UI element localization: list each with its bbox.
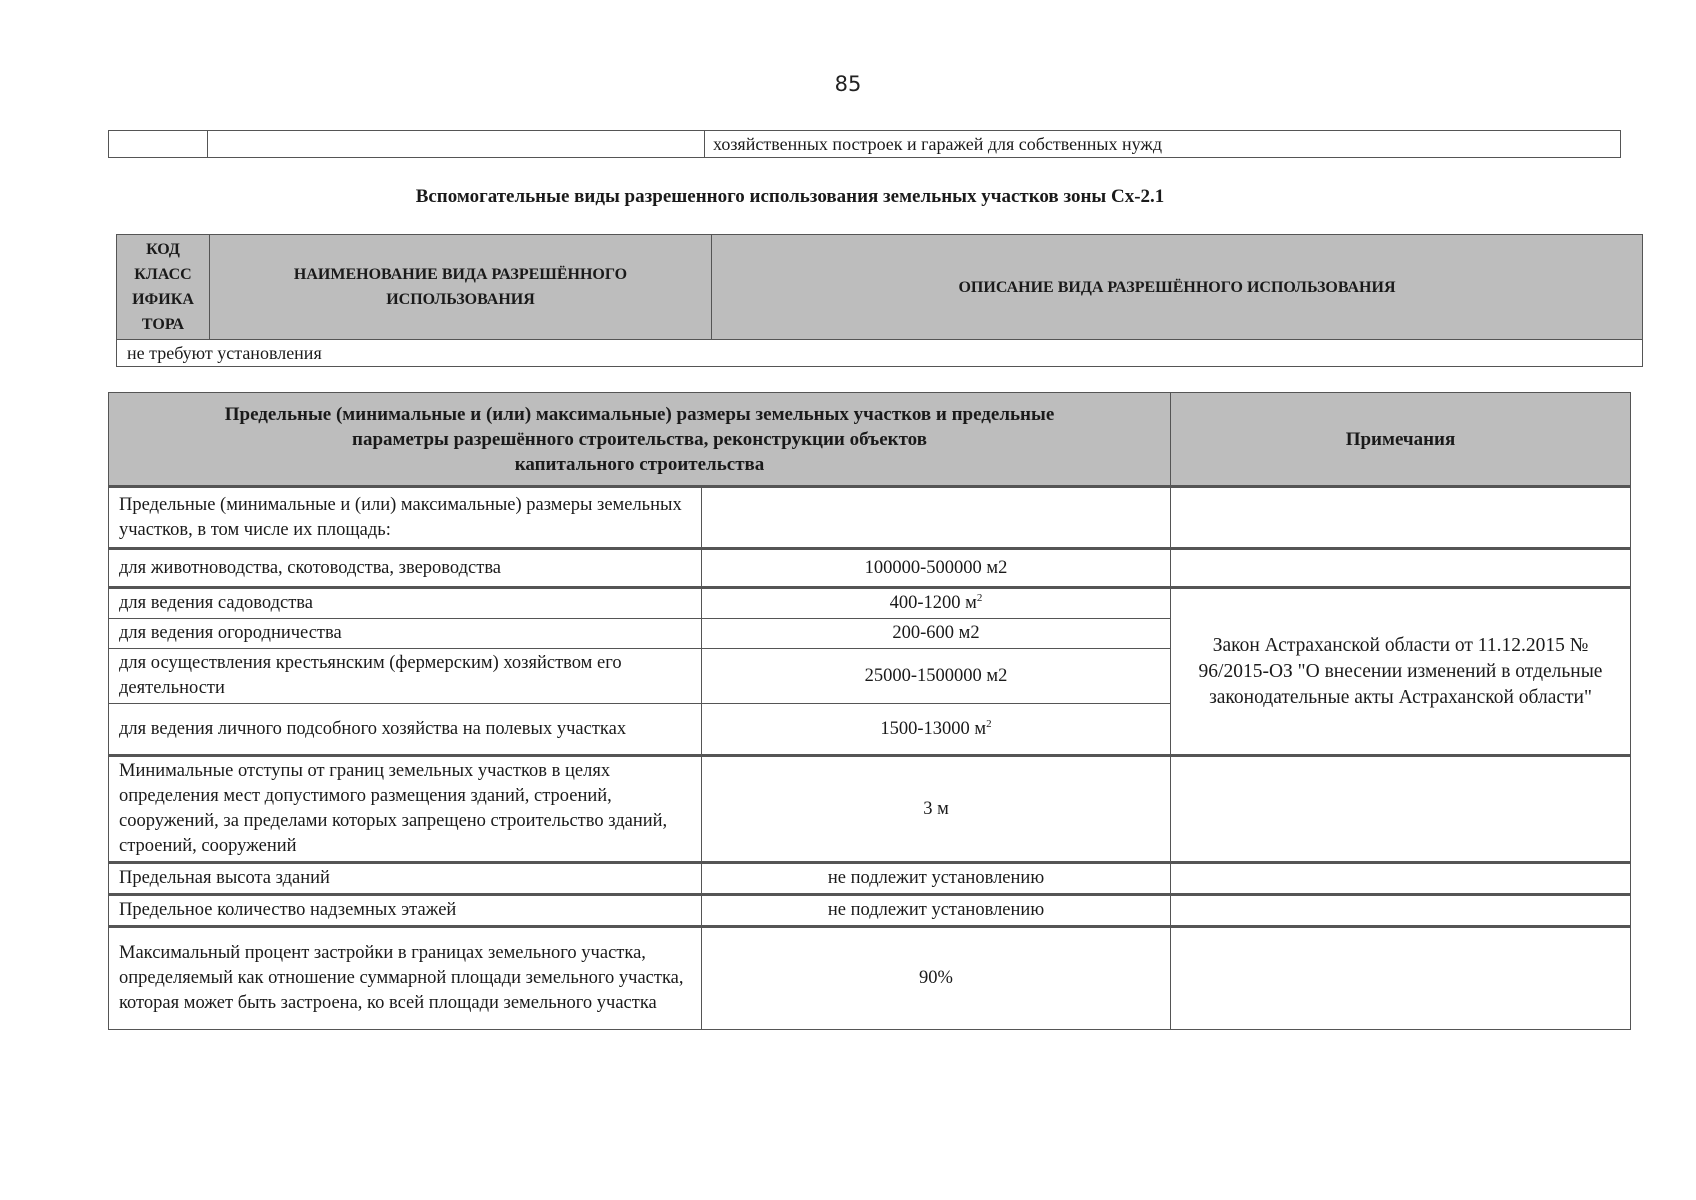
- empty-cell: [109, 131, 208, 158]
- parameter-value: [702, 588, 1171, 619]
- parameter-label: для ведения садоводства: [109, 588, 702, 619]
- note-cell: [1171, 756, 1631, 863]
- table-row: [109, 549, 1631, 588]
- table-header-row: [117, 235, 1643, 340]
- header-code: [117, 235, 210, 340]
- empty-cell: [208, 131, 705, 158]
- parameter-label: Минимальные отступы от границ земельных участков в целях определения мест допустимого размещения зданий, строений, сооружений, за пределами которых запрещено строительство зданий, строений, сооружений: [109, 756, 702, 863]
- table-row: [109, 487, 1631, 549]
- value-text: 400-1200 м: [889, 593, 977, 613]
- table-row: [109, 927, 1631, 1030]
- parameter-label: для ведения личного подсобного хозяйства на полевых участках: [109, 704, 702, 756]
- parameter-label: Предельные (минимальные и (или) максимальные) размеры земельных участков, в том числе их площадь:: [109, 487, 702, 549]
- note-cell: [1171, 895, 1631, 927]
- header-code-line: ИФИКА: [132, 291, 194, 308]
- parameters-table: [108, 392, 1631, 1030]
- note-cell: [1171, 863, 1631, 895]
- header-parameters-line: параметры разрешённого строительства, реконструкции объектов: [352, 428, 927, 450]
- parameter-label: Предельная высота зданий: [109, 863, 702, 895]
- header-parameters-line: капитального строительства: [514, 453, 765, 475]
- parameter-label: Предельное количество надземных этажей: [109, 895, 702, 927]
- note-cell: [1171, 487, 1631, 549]
- page-number: 85: [834, 72, 862, 96]
- header-code-line: ТОРА: [141, 316, 185, 333]
- header-code-line: КЛАСС: [134, 266, 192, 283]
- parameter-value: [702, 704, 1171, 756]
- law-note-cell: Закон Астраханской области от 11.12.2015 № 96/2015-ОЗ "О внесении изменений в отдельные законодательные акты Астраханской области": [1171, 588, 1631, 756]
- note-cell: [1171, 927, 1631, 1030]
- parameter-value: 90%: [702, 927, 1171, 1030]
- parameter-value: не подлежит установлению: [702, 895, 1171, 927]
- header-parameters-line: Предельные (минимальные и (или) максимальные) размеры земельных участков и предельные: [224, 403, 1055, 425]
- parameter-label: для ведения огородничества: [109, 619, 702, 649]
- header-use-name-line: ИСПОЛЬЗОВАНИЯ: [386, 291, 535, 308]
- header-notes: Примечания: [1171, 393, 1631, 487]
- table-row: [109, 895, 1631, 927]
- not-required-cell: не требуют установления: [117, 340, 1643, 367]
- header-code-line: КОД: [146, 241, 180, 258]
- note-cell: [1171, 549, 1631, 588]
- table-row: [109, 863, 1631, 895]
- continuation-table: [108, 130, 1621, 158]
- parameter-value: 3 м: [702, 756, 1171, 863]
- parameter-value: 200-600 м2: [702, 619, 1171, 649]
- parameter-value: [702, 487, 1171, 549]
- table-row: [109, 756, 1631, 863]
- value-text: 1500-13000 м: [880, 718, 987, 739]
- parameter-label: Максимальный процент застройки в границах земельного участка, определяемый как отношение суммарной площади земельного участка, которая может быть застроена, ко всей площади земельного участка: [109, 927, 702, 1030]
- value-superscript: 2: [986, 717, 992, 730]
- section-title: Вспомогательные виды разрешенного использования земельных участков зоны Сх-2.1: [415, 186, 1165, 207]
- parameter-value: не подлежит установлению: [702, 863, 1171, 895]
- header-use-description: ОПИСАНИЕ ВИДА РАЗРЕШЁННОГО ИСПОЛЬЗОВАНИЯ: [712, 235, 1643, 340]
- table-row: [117, 340, 1643, 367]
- table-row: [109, 131, 1621, 158]
- table-header-row: [109, 393, 1631, 487]
- use-description-cell: хозяйственных построек и гаражей для собственных нужд: [705, 131, 1621, 158]
- parameter-value: 25000-1500000 м2: [702, 649, 1171, 704]
- header-use-name-line: НАИМЕНОВАНИЕ ВИДА РАЗРЕШЁННОГО: [293, 266, 628, 283]
- header-parameters: [109, 393, 1171, 487]
- value-superscript: 2: [976, 591, 983, 604]
- parameter-value: 100000-500000 м2: [702, 549, 1171, 588]
- header-use-name: [210, 235, 712, 340]
- table-row: [109, 588, 1631, 619]
- parameter-label: для животноводства, скотоводства, звероводства: [109, 549, 702, 588]
- auxiliary-uses-table: [116, 234, 1643, 367]
- parameter-label: для осуществления крестьянским (фермерским) хозяйством его деятельности: [109, 649, 702, 704]
